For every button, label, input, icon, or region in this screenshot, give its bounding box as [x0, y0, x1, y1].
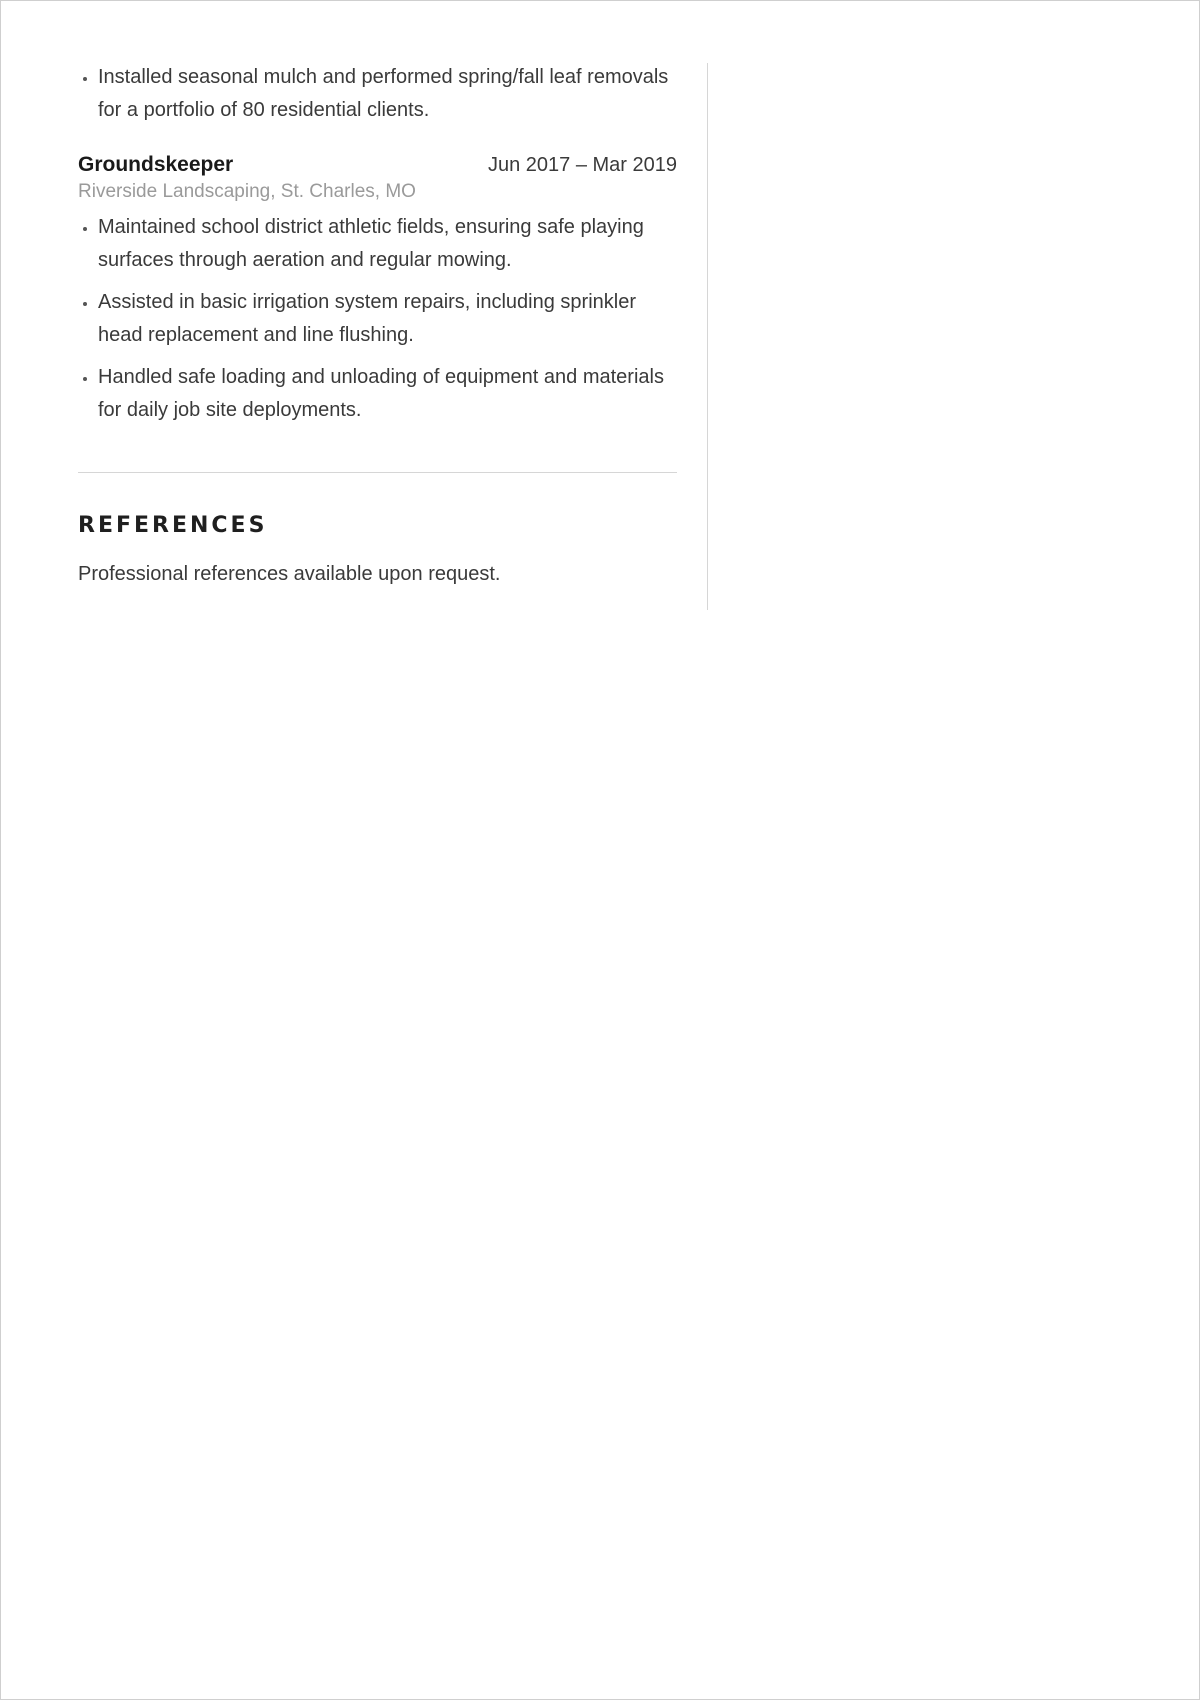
previous-job-bullets — [78, 61, 677, 127]
job-header — [78, 153, 677, 177]
main-column — [78, 61, 677, 588]
references-text: Professional references available upon request. — [78, 563, 501, 585]
job-bullets — [78, 211, 677, 427]
bullet-item: • Assisted in basic irrigation system repairs, including sprinkler head replacement and line flushing. — [98, 286, 677, 352]
experience-entry — [78, 153, 677, 427]
bullet-item: • Maintained school district athletic fields, ensuring safe playing surfaces through aeration and regular mowing. — [98, 211, 677, 277]
job-company: Riverside Landscaping, St. Charles, MO — [78, 181, 416, 202]
job-title: Groundskeeper — [78, 153, 234, 176]
bullet-item: • Installed seasonal mulch and performed spring/fall leaf removals for a portfolio of 80 residential clients. — [98, 61, 677, 127]
bullet-item: • Handled safe loading and unloading of equipment and materials for daily job site deployments. — [98, 361, 677, 427]
column-divider — [707, 63, 708, 610]
references-heading: REFERENCES — [78, 513, 268, 538]
section-divider — [78, 472, 677, 473]
job-dates: Jun 2017 – Mar 2019 — [487, 154, 677, 176]
